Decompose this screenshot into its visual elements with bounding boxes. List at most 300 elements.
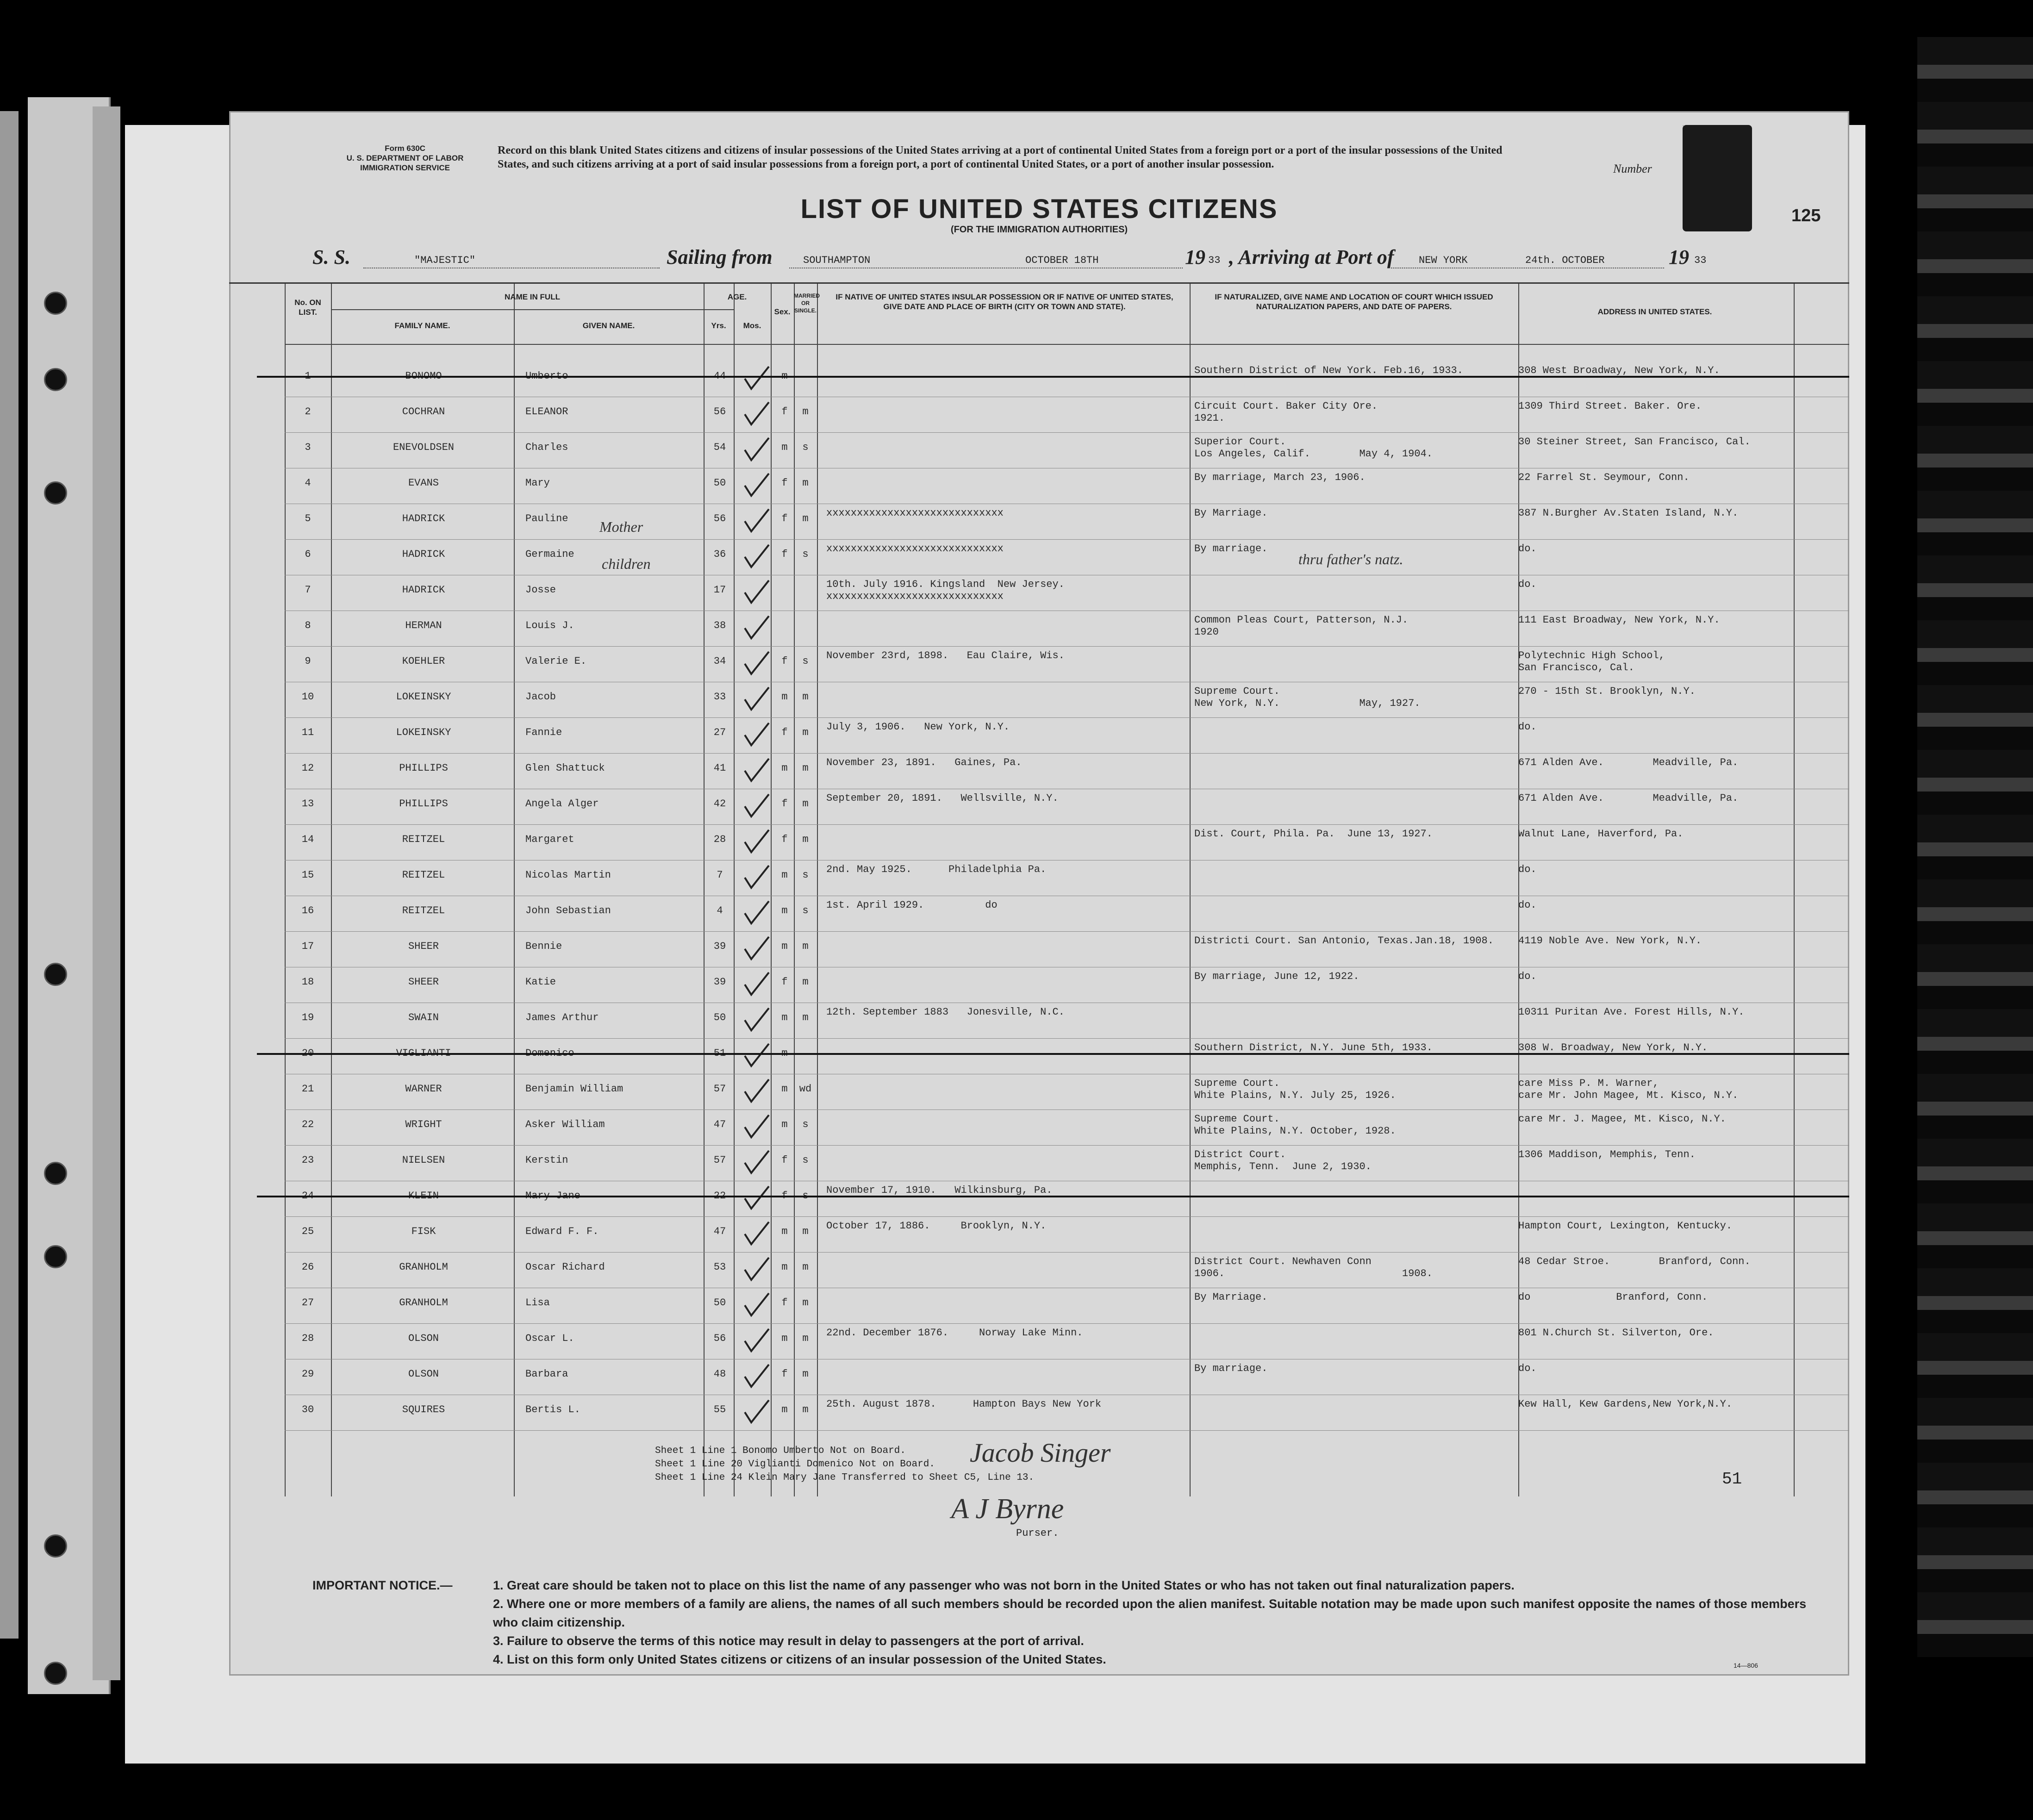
cell-addr: Kew Hall, Kew Gardens,New York,N.Y. <box>1518 1398 1733 1410</box>
cell-sex: f <box>781 798 788 810</box>
cell-given: Glen Shattuck <box>525 762 605 774</box>
cell-no: 5 <box>305 513 311 524</box>
cell-family: LOKEINSKY <box>396 727 451 738</box>
cell-no: 10 <box>301 691 314 703</box>
cell-sex: m <box>781 1083 788 1095</box>
checkmark-icon <box>743 579 771 606</box>
cell-age: 17 <box>713 584 726 596</box>
arrival-date: 24th. OCTOBER <box>1525 255 1605 266</box>
checkmark-icon <box>743 1006 771 1034</box>
cell-given: ELEANOR <box>525 406 568 418</box>
cell-sex: m <box>781 691 788 703</box>
cell-nat: By Marriage. <box>1194 507 1268 519</box>
cell-family: VIGLIANTI <box>396 1047 451 1059</box>
checkmark-icon <box>743 1149 771 1177</box>
checkmark-icon <box>743 1220 771 1248</box>
scan-edge-right <box>1917 37 2033 1657</box>
cell-sex: m <box>781 762 788 774</box>
cell-sex: m <box>781 442 788 453</box>
cell-sex: m <box>781 905 788 916</box>
cell-family: SHEER <box>408 976 439 988</box>
cell-age: 36 <box>713 548 726 560</box>
passenger-row <box>229 967 1849 1003</box>
passenger-row <box>229 824 1849 860</box>
cell-age: 47 <box>713 1226 726 1237</box>
cell-nat: By marriage, March 23, 1906. <box>1194 472 1366 483</box>
cell-given: Margaret <box>525 834 574 845</box>
passenger-row <box>229 397 1849 432</box>
cell-addr: 48 Cedar Stroe. Branford, Conn. <box>1518 1256 1751 1267</box>
checkmark-icon <box>743 1398 771 1426</box>
passenger-row <box>229 1395 1849 1430</box>
checkmark-icon <box>743 1042 771 1070</box>
cell-age: 57 <box>713 1083 726 1095</box>
cell-given: Fannie <box>525 727 562 738</box>
cell-family: FISK <box>411 1226 436 1237</box>
passenger-row <box>229 611 1849 646</box>
cell-age: 56 <box>713 513 726 524</box>
cell-given: Germaine <box>525 548 574 560</box>
cell-no: 28 <box>301 1333 314 1344</box>
form-identifier <box>336 143 474 173</box>
checkmark-icon <box>743 828 771 856</box>
checkmark-icon <box>743 400 771 428</box>
cell-birth: July 3, 1906. New York, N.Y. <box>826 721 1010 733</box>
binder-hole <box>44 368 67 391</box>
cell-sex: f <box>781 655 788 667</box>
cell-sex: f <box>781 1154 788 1166</box>
cell-given: Benjamin William <box>525 1083 624 1095</box>
department-name: U. S. DEPARTMENT OF LABOR <box>346 154 464 162</box>
cell-birth: 25th. August 1878. Hampton Bays New York <box>826 1398 1102 1410</box>
passenger-row <box>229 468 1849 504</box>
passenger-row <box>229 646 1849 682</box>
cell-no: 24 <box>301 1190 314 1202</box>
sheet-number: 1 <box>1683 125 1684 127</box>
notice-item: 4. List on this form only United States citizens or citizens of an insular possession of the United States. <box>493 1652 1106 1666</box>
binder-hole <box>44 481 67 505</box>
binder-hole <box>44 1162 67 1185</box>
cell-nat: Districti Court. San Antonio, Texas.Jan.18, 1908. <box>1194 935 1494 947</box>
binder-strip-inner <box>93 106 120 1680</box>
cell-nat: By Marriage. <box>1194 1291 1268 1303</box>
cell-marital: m <box>802 727 809 738</box>
checkmark-icon <box>743 614 771 642</box>
strike-through-line <box>257 1196 1849 1197</box>
cell-nat: District Court. Memphis, Tenn. June 2, 1930. <box>1194 1149 1372 1172</box>
header-months: Mos. <box>743 321 761 330</box>
cell-marital: wd <box>799 1083 812 1095</box>
purser-label: Purser. <box>1016 1527 1059 1539</box>
checkmark-icon <box>743 650 771 678</box>
cell-sex: f <box>781 834 788 845</box>
footer-note: Sheet 1 Line 1 Bonomo Umberto Not on Board. <box>655 1446 906 1456</box>
cell-nat: By marriage. <box>1194 543 1268 555</box>
checkmark-icon <box>743 1184 771 1212</box>
cell-nat: Supreme Court. New York, N.Y. May, 1927. <box>1194 686 1421 709</box>
cell-addr: 308 W. Broadway, New York, N.Y. <box>1518 1042 1708 1053</box>
ss-label: S. S. <box>312 246 350 268</box>
footer-note: Sheet 1 Line 20 Viglianti Domenico Not on Board. <box>655 1459 935 1470</box>
header-married-single: MARRIED OR SINGLE. <box>794 293 820 314</box>
checkmark-icon <box>743 721 771 749</box>
cell-given: Valerie E. <box>525 655 587 667</box>
cell-family: GRANHOLM <box>399 1261 448 1273</box>
cell-nat: Supreme Court. White Plains, N.Y. July 25, 1926. <box>1194 1078 1396 1101</box>
cell-sex: f <box>781 976 788 988</box>
cell-addr: 671 Alden Ave. Meadville, Pa. <box>1518 792 1739 804</box>
cell-age: 56 <box>713 406 726 418</box>
header-address: ADDRESS IN UNITED STATES. <box>1597 307 1712 316</box>
number-label: Number <box>1613 162 1652 175</box>
cell-age: 33 <box>713 691 726 703</box>
cell-addr: do. <box>1518 1363 1537 1374</box>
cell-family: OLSON <box>408 1333 439 1344</box>
cell-no: 29 <box>301 1368 314 1380</box>
cell-no: 27 <box>301 1297 314 1309</box>
cell-sex: f <box>781 548 788 560</box>
cell-no: 7 <box>305 584 311 596</box>
cell-addr: do. <box>1518 579 1537 590</box>
cell-age: 50 <box>713 1297 726 1309</box>
cell-birth: November 23, 1891. Gaines, Pa. <box>826 757 1022 768</box>
signature-jacob-singer: Jacob Singer <box>970 1438 1111 1468</box>
passenger-row <box>229 1359 1849 1395</box>
ship-name: "MAJESTIC" <box>414 255 476 266</box>
cell-no: 11 <box>301 727 314 738</box>
cell-family: GRANHOLM <box>399 1297 448 1309</box>
cell-age: 34 <box>713 655 726 667</box>
cell-addr: do. <box>1518 971 1537 982</box>
cell-no: 17 <box>301 941 314 952</box>
cell-marital: m <box>802 1226 809 1237</box>
cell-birth: October 17, 1886. Brooklyn, N.Y. <box>826 1220 1047 1232</box>
cell-no: 9 <box>305 655 311 667</box>
cell-nat: By marriage. <box>1194 1363 1268 1374</box>
cell-birth: xxxxxxxxxxxxxxxxxxxxxxxxxxxxx <box>826 507 1004 519</box>
cell-no: 2 <box>305 406 311 418</box>
cell-family: REITZEL <box>402 869 445 881</box>
cell-sex: m <box>781 869 788 881</box>
cell-family: SWAIN <box>408 1012 439 1023</box>
cell-sex: f <box>781 727 788 738</box>
cell-age: 54 <box>713 442 726 453</box>
cell-birth: 12th. September 1883 Jonesville, N.C. <box>826 1006 1065 1018</box>
manifest-sheet <box>229 111 1849 1676</box>
cell-marital: s <box>802 1190 809 1202</box>
cell-age: 48 <box>713 1368 726 1380</box>
cell-marital: m <box>802 406 809 418</box>
checkmark-icon <box>743 1256 771 1284</box>
cell-family: SQUIRES <box>402 1404 445 1415</box>
passenger-row <box>229 361 1849 397</box>
cell-sex: m <box>781 1047 788 1059</box>
cell-no: 1 <box>305 370 311 382</box>
cell-given: Oscar Richard <box>525 1261 605 1273</box>
cell-family: ENEVOLDSEN <box>393 442 455 453</box>
passenger-row <box>229 931 1849 967</box>
cell-marital: m <box>802 1297 809 1309</box>
header-birth: IF NATIVE OF UNITED STATES INSULAR POSSESSION OR IF NATIVE OF UNITED STATES, GIVE DATE AND PLACE OF BIRTH (CITY OR TOWN AND STATE). <box>836 293 1173 311</box>
voyage-line <box>312 245 1724 273</box>
arrival-port: NEW YORK <box>1419 255 1468 266</box>
cell-age: 28 <box>713 834 726 845</box>
cell-age: 50 <box>713 477 726 489</box>
checkmark-icon <box>743 1291 771 1319</box>
form-number: Form 630C <box>385 144 425 153</box>
cell-no: 25 <box>301 1226 314 1237</box>
cell-given: Mary Jane <box>525 1190 580 1202</box>
cell-given: John Sebastian <box>525 905 611 916</box>
cell-marital: m <box>802 798 809 810</box>
cell-given: Lisa <box>525 1297 550 1309</box>
cell-no: 26 <box>301 1261 314 1273</box>
arrival-year: 33 <box>1694 255 1707 266</box>
cell-age: 57 <box>713 1154 726 1166</box>
header-naturalization: IF NATURALIZED, GIVE NAME AND LOCATION OF COURT WHICH ISSUED NATURALIZATION PAPERS, AND DATE OF PAPERS. <box>1215 293 1493 311</box>
passenger-row <box>229 575 1849 611</box>
cell-addr: 308 West Broadway, New York, N.Y. <box>1518 365 1720 376</box>
notice-item: 1. Great care should be taken not to place on this list the name of any passenger who was not born in the United States or who has not taken out final naturalization papers. <box>493 1578 1515 1592</box>
checkmark-icon <box>743 507 771 535</box>
binder-hole <box>44 292 67 315</box>
cell-family: HERMAN <box>405 620 442 631</box>
cell-family: LOKEINSKY <box>396 691 451 703</box>
cell-sex: m <box>781 1404 788 1415</box>
notice-item: 3. Failure to observe the terms of this notice may result in delay to passengers at the port of arrival. <box>493 1634 1084 1648</box>
cell-marital: s <box>802 1154 809 1166</box>
record-instructions: Record on this blank United States citizens and citizens of insular possessions of the United States arriving at a port of continental United States from a foreign port or a port of the insular possessions of the United States, and such citizens arriving at a port of said insular possessions from a foreign port, a port of continental United States, or a port of another insular possession. <box>498 144 1503 170</box>
checkmark-icon <box>743 1327 771 1355</box>
cell-given: Louis J. <box>525 620 574 631</box>
cell-given: Bertis L. <box>525 1404 580 1415</box>
cell-nat: Circuit Court. Baker City Ore. 1921. <box>1194 400 1378 424</box>
cell-marital: m <box>802 1012 809 1023</box>
checkmark-icon <box>743 1363 771 1390</box>
passenger-row <box>229 1252 1849 1288</box>
passenger-count: 51 <box>1722 1470 1742 1489</box>
cell-addr: 111 East Broadway, New York, N.Y. <box>1518 614 1720 626</box>
cell-family: WRIGHT <box>405 1119 442 1130</box>
cell-given: Mary <box>525 477 550 489</box>
cell-no: 22 <box>301 1119 314 1130</box>
cell-marital: s <box>802 869 809 881</box>
checkmark-icon <box>743 436 771 464</box>
footer-note: Sheet 1 Line 24 Klein Mary Jane Transferred to Sheet C5, Line 13. <box>655 1472 1035 1483</box>
cell-addr: Walnut Lane, Haverford, Pa. <box>1518 828 1684 840</box>
checkmark-icon <box>743 686 771 713</box>
cell-age: 22 <box>713 1190 726 1202</box>
header-family-name: FAMILY NAME. <box>394 321 450 330</box>
cell-nat: By marriage, June 12, 1922. <box>1194 971 1359 982</box>
cell-age: 51 <box>713 1047 726 1059</box>
passenger-row <box>229 539 1849 575</box>
cell-addr: 4119 Noble Ave. New York, N.Y. <box>1518 935 1702 947</box>
passenger-row <box>229 682 1849 717</box>
cell-birth: 22nd. December 1876. Norway Lake Minn. <box>826 1327 1083 1339</box>
passenger-row <box>229 1181 1849 1216</box>
cell-sex: m <box>781 1261 788 1273</box>
cell-age: 56 <box>713 1333 726 1344</box>
cell-sex: m <box>781 1226 788 1237</box>
cell-marital: s <box>802 1119 809 1130</box>
checkmark-icon <box>743 1078 771 1105</box>
cell-marital: s <box>802 442 809 453</box>
service-name: IMMIGRATION SERVICE <box>360 163 450 172</box>
cell-nat: Southern District, N.Y. June 5th, 1933. <box>1194 1042 1433 1053</box>
passenger-row <box>229 717 1849 753</box>
cell-given: Charles <box>525 442 568 453</box>
cell-addr: 10311 Puritan Ave. Forest Hills, N.Y. <box>1518 1006 1745 1018</box>
binder-hole <box>44 963 67 986</box>
binder-hole <box>44 1662 67 1685</box>
cell-family: SHEER <box>408 941 439 952</box>
cell-no: 15 <box>301 869 314 881</box>
cell-nat: Common Pleas Court, Patterson, N.J. 1920 <box>1194 614 1409 638</box>
cell-age: 42 <box>713 798 726 810</box>
cell-no: 21 <box>301 1083 314 1095</box>
binder-hole <box>44 1245 67 1268</box>
cell-family: PHILLIPS <box>399 798 448 810</box>
cell-age: 38 <box>713 620 726 631</box>
cell-family: WARNER <box>405 1083 442 1095</box>
cell-no: 19 <box>301 1012 314 1023</box>
cell-sex: f <box>781 406 788 418</box>
cell-family: EVANS <box>408 477 439 489</box>
cell-no: 3 <box>305 442 311 453</box>
sailing-port: SOUTHAMPTON <box>803 255 871 266</box>
cell-marital: s <box>802 655 809 667</box>
sailing-year: 33 <box>1208 255 1221 266</box>
cell-family: KOEHLER <box>402 655 445 667</box>
checkmark-icon <box>743 792 771 820</box>
cell-family: HADRICK <box>402 513 445 524</box>
cell-given: Asker William <box>525 1119 605 1130</box>
notice-item: 2. Where one or more members of a family are aliens, the names of all such members should be recorded upon the alien manifest. Suitable notation may be made upon such manifest opposite the names of those members who claim citizenship. <box>493 1597 1807 1629</box>
cell-addr: care Mr. J. Magee, Mt. Kisco, N.Y. <box>1518 1113 1726 1125</box>
cell-addr: do. <box>1518 721 1537 733</box>
cell-addr: 270 - 15th St. Brooklyn, N.Y. <box>1518 686 1696 697</box>
cell-given: Domenico <box>525 1047 574 1059</box>
binder-edge <box>0 111 19 1639</box>
cell-marital: m <box>802 691 809 703</box>
cell-given: Oscar L. <box>525 1333 574 1344</box>
sailing-date: OCTOBER 18TH <box>1025 255 1099 266</box>
header-name-in-full: NAME IN FULL <box>505 293 560 301</box>
cell-family: NIELSEN <box>402 1154 445 1166</box>
cell-given: Angela Alger <box>525 798 599 810</box>
cell-addr: do. <box>1518 864 1537 875</box>
cell-addr: 1309 Third Street. Baker. Ore. <box>1518 400 1702 412</box>
cell-addr: Hampton Court, Lexington, Kentucky. <box>1518 1220 1733 1232</box>
cell-marital: m <box>802 1368 809 1380</box>
cell-addr: 22 Farrel St. Seymour, Conn. <box>1518 472 1690 483</box>
cell-no: 14 <box>301 834 314 845</box>
cell-given: Nicolas Martin <box>525 869 611 881</box>
cell-family: PHILLIPS <box>399 762 448 774</box>
page-title: LIST OF UNITED STATES CITIZENS <box>800 194 1278 224</box>
cell-sex: f <box>781 477 788 489</box>
cell-addr: care Miss P. M. Warner, care Mr. John Magee, Mt. Kisco, N.Y. <box>1518 1078 1739 1101</box>
strike-through-line <box>257 376 1849 378</box>
cell-nat: Dist. Court, Phila. Pa. June 13, 1927. <box>1194 828 1433 840</box>
cell-addr: Polytechnic High School, San Francisco, Cal. <box>1518 650 1665 673</box>
cell-age: 39 <box>713 941 726 952</box>
cell-addr: 30 Steiner Street, San Francisco, Cal. <box>1518 436 1751 448</box>
cell-sex: m <box>781 1119 788 1130</box>
cell-marital: m <box>802 477 809 489</box>
row-divider <box>285 1430 1849 1431</box>
header-sex: Sex. <box>774 307 791 316</box>
cell-given: Jacob <box>525 691 556 703</box>
cell-given: Barbara <box>525 1368 568 1380</box>
cell-no: 23 <box>301 1154 314 1166</box>
cell-marital: m <box>802 1261 809 1273</box>
notice-label: IMPORTANT NOTICE.— <box>312 1578 453 1592</box>
cell-age: 50 <box>713 1012 726 1023</box>
arrival-year-prefix: 19 <box>1669 246 1689 268</box>
checkmark-icon <box>743 899 771 927</box>
print-code: 14—806 <box>1734 1662 1758 1669</box>
cell-sex: f <box>781 513 788 524</box>
cell-addr: do. <box>1518 899 1537 911</box>
arriving-label: , Arriving at Port of <box>1229 246 1394 268</box>
cell-sex: f <box>781 1368 788 1380</box>
passenger-row <box>229 753 1849 789</box>
cell-no: 18 <box>301 976 314 988</box>
cell-no: 30 <box>301 1404 314 1415</box>
header-no: No. ON LIST. <box>294 298 321 317</box>
cell-birth: 2nd. May 1925. Philadelphia Pa. <box>826 864 1047 875</box>
cell-marital: m <box>802 1404 809 1415</box>
cell-given: Kerstin <box>525 1154 568 1166</box>
signature-purser: A J Byrne <box>951 1493 1064 1525</box>
cell-addr: do Branford, Conn. <box>1518 1291 1708 1303</box>
cell-no: 20 <box>301 1047 314 1059</box>
sailing-label: Sailing from <box>667 246 773 268</box>
passenger-row <box>229 1216 1849 1252</box>
cell-family: HADRICK <box>402 548 445 560</box>
cell-birth: November 17, 1910. Wilkinsburg, Pa. <box>826 1184 1053 1196</box>
checkmark-icon <box>743 971 771 998</box>
cell-birth: 1st. April 1929. do <box>826 899 998 911</box>
cell-sex: m <box>781 941 788 952</box>
passenger-row <box>229 1074 1849 1109</box>
page-subtitle: (FOR THE IMMIGRATION AUTHORITIES) <box>950 224 1128 235</box>
cell-age: 44 <box>713 370 726 382</box>
checkmark-icon <box>743 935 771 963</box>
cell-sex: f <box>781 1190 788 1202</box>
checkmark-icon <box>743 543 771 571</box>
passenger-row <box>229 1038 1849 1074</box>
sailing-year-prefix: 19 <box>1185 246 1205 268</box>
cell-no: 16 <box>301 905 314 916</box>
cell-nat: Supreme Court. White Plains, N.Y. October, 1928. <box>1194 1113 1396 1137</box>
cell-marital: m <box>802 976 809 988</box>
cell-given: James Arthur <box>525 1012 599 1023</box>
header-years: Yrs. <box>711 321 726 330</box>
checkmark-icon <box>743 1113 771 1141</box>
cell-given: Bennie <box>525 941 562 952</box>
cell-birth: 10th. July 1916. Kingsland New Jersey. xxxxxxxxxxxxxxxxxxxxxxxxxxxxx <box>826 579 1065 602</box>
cell-family: COCHRAN <box>402 406 445 418</box>
annotation-children: children <box>602 555 651 572</box>
cell-no: 13 <box>301 798 314 810</box>
cell-marital: m <box>802 941 809 952</box>
cell-addr: 671 Alden Ave. Meadville, Pa. <box>1518 757 1739 768</box>
cell-birth: xxxxxxxxxxxxxxxxxxxxxxxxxxxxx <box>826 543 1004 555</box>
cell-no: 8 <box>305 620 311 631</box>
